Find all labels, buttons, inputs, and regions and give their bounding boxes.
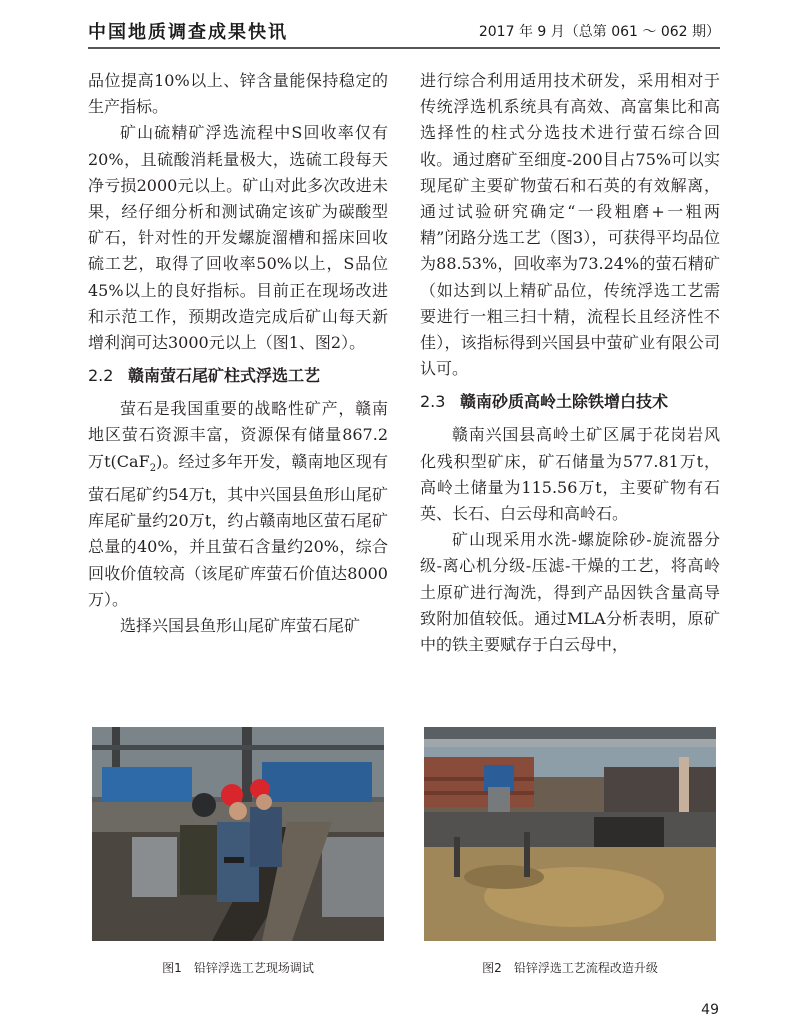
section-heading-2-2 (88, 356, 388, 396)
paragraph: 赣南兴国县高岭土矿区属于花岗岩风化残积型矿床，矿石储量为577.81万t，高岭土储量为115.56万t，主要矿物有石英、长石、白云母和高岭石。 (420, 425, 720, 524)
text-run: 萤石是我国重要的战略性矿产，赣南地区萤石资源丰富，资源保有储量867.2万t( (88, 399, 388, 471)
paragraph: 矿山硫精矿浮选流程中S回收率仅有20%，且硫酸消耗量极大，选硫工段每天净亏损2000元以上。矿山对此多次改进未果，经仔细分析和测试确定该矿为碳酸型矿石，针对性的开发螺旋溜槽和摇床回收硫工艺，取得了回收率50%以上，S品位45%以上的良好指标。目前正在现场改进和示范工作，预期改造完成后矿山每天新增利润可达3000元以上（图1、图2）。 (88, 123, 388, 353)
journal-title: 中国地质调查成果快讯 (88, 22, 288, 43)
paragraph (88, 396, 388, 613)
left-column (88, 68, 388, 639)
figure-number: 图1 (162, 961, 182, 975)
figure-1-photo (92, 727, 384, 941)
paragraph: 品位提高10%以上、锌含量能保持稳定的生产指标。 (88, 71, 388, 117)
section-number: 2.3 (420, 392, 446, 412)
figure-caption-text: 铅锌浮选工艺流程改造升级 (513, 961, 658, 975)
header-divider (88, 47, 720, 49)
page-number: 49 (701, 1002, 719, 1018)
paragraph: 进行综合利用适用技术研发，采用相对于传统浮选机系统具有高效、高富集比和高选择性的柱式分选技术进行萤石综合回收。通过磨矿至细度-200目占75%可以实现尾矿主要矿物萤石和石英的有效解离，通过试验研究确定“一段粗磨+一粗两精”闭路分选工艺（图3），可获得平均品位为88.53%，回收率为73.24%的萤石精矿（如达到以上精矿品位，传统浮选工艺需要进行一粗三扫十精，流程长且经济性不佳），该指标得到兴国县中萤矿业有限公司认可。 (420, 71, 720, 379)
text-run: )。经过多年开发，赣南地区现有萤石尾矿约54万t，其中兴国县鱼形山尾矿库尾矿量约20万t，约占赣南地区萤石尾矿总量的40%，并且萤石含量约20%，综合回收价值较高（该尾矿库萤石价值达8000万）。 (88, 451, 388, 609)
figure-2-caption (424, 959, 716, 976)
page-header (88, 14, 720, 50)
figure-caption-text: 铅锌浮选工艺现场调试 (193, 961, 314, 975)
figure-number: 图2 (482, 961, 502, 975)
figure-2-photo (424, 727, 716, 941)
right-column (420, 68, 720, 658)
section-title: 赣南萤石尾矿柱式浮选工艺 (128, 366, 321, 386)
figure-1-caption (92, 959, 384, 976)
plant-upgrade-photo (424, 727, 716, 941)
flotation-site-photo (92, 727, 384, 941)
paragraph: 矿山现采用水洗-螺旋除砂-旋流器分级-离心机分级-压滤-干燥的工艺，将高岭土原矿进行淘洗，得到产品因铁含量高导致附加值较低。通过MLA分析表明，原矿中的铁主要赋存于白云母中， (420, 530, 720, 655)
chemical-formula: CaF$_2$ (116, 451, 157, 474)
issue-info: 2017 年 9 月（总第 061 ～ 062 期） (478, 24, 720, 40)
section-heading-2-3 (420, 382, 720, 422)
paragraph: 选择兴国县鱼形山尾矿库萤石尾矿 (120, 616, 361, 636)
section-title: 赣南砂质高岭土除铁增白技术 (460, 392, 669, 412)
section-number: 2.2 (88, 366, 114, 386)
